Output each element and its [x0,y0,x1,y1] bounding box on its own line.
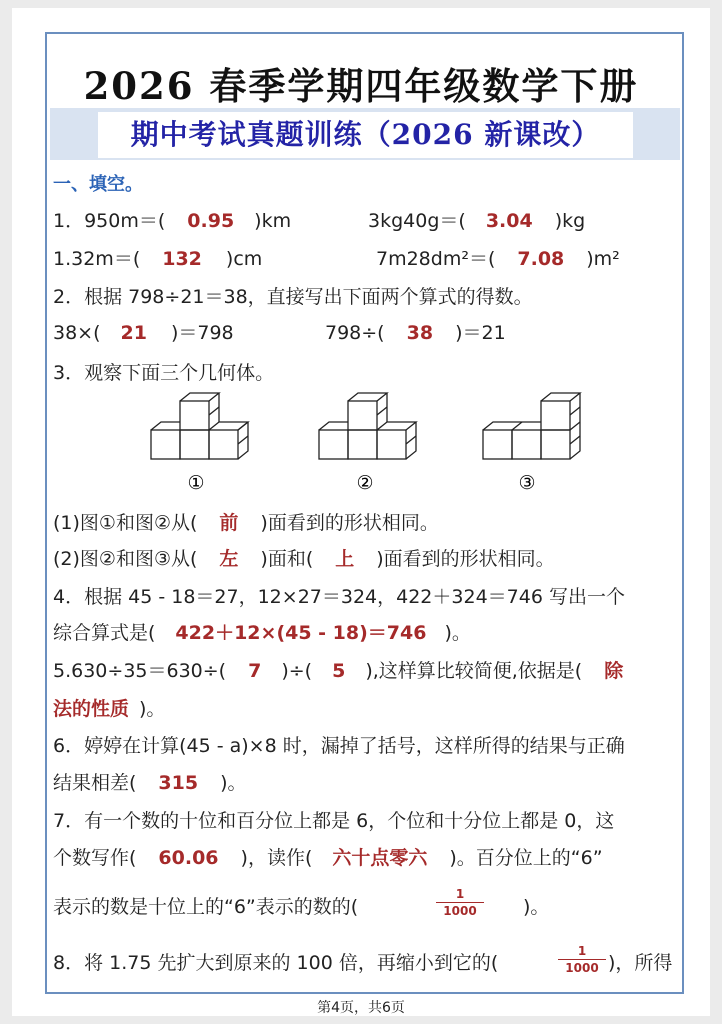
q5-line2 [53,696,165,722]
q6-answer-line [53,770,247,796]
q6-answer: 315 [158,772,199,794]
q3-p1-prefix: (1)图①和图②从( [53,512,198,534]
section-heading: 一、填空。 [53,174,143,195]
page-subtitle: 期中考试真题训练（2026 新课改） [98,112,633,158]
q2-text: 2．根据 798÷21＝38，直接写出下面两个算式的得数。 [53,286,533,308]
q6-prefix: 结果相差( [53,772,137,794]
q1-line2-left [53,246,262,272]
q8-fraction [558,944,606,975]
q7-fraction-numerator: 1 [455,887,465,901]
q2-a-answer: 21 [120,322,147,344]
q4-prefix: 综合算式是( [53,622,156,644]
q5-end: )。 [139,698,166,720]
q1-a-suffix: )km [254,210,292,232]
fraction-bar [436,902,484,903]
q3-p1-suffix: )面看到的形状相同。 [260,512,439,534]
q1-line2-right [376,246,620,272]
page-footer: 第4页，共6页 [317,1000,405,1016]
q3-p2-answer1: 左 [219,548,239,570]
q5-suffix: ),这样算比较简便,依据是( [365,660,583,682]
q7-answer2: 六十点零六 [332,847,428,869]
figure-3-label: ③ [518,472,536,494]
q7-fraction-denominator: 1000 [443,904,477,918]
q7-line3-suffix: )。 [523,896,550,918]
q3-p1-answer: 前 [219,512,239,534]
q8-fraction-numerator: 1 [577,944,587,958]
q2-a-prefix: 38×( [53,322,101,344]
q7-answer1: 60.06 [158,847,219,869]
q7-suffix: )。百分位上的“6” [449,847,603,869]
q1-b-answer: 3.04 [485,210,533,232]
q4-answer: 422＋12×(45 - 18)＝746 [175,622,427,644]
q1-line1-right [368,208,585,234]
q7-prefix: 个数写作( [53,847,137,869]
figure-2-cubes [319,393,416,459]
q3-part1 [53,510,439,536]
q4-answer-line [53,620,471,646]
q7-middle: )，读作( [240,847,313,869]
q1-c-suffix: )cm [225,248,263,270]
q2-line-left [53,320,234,346]
figure-1-cubes [151,393,248,459]
q4-suffix: )。 [444,622,471,644]
q3-p2-suffix: )面看到的形状相同。 [376,548,555,570]
q2-b-suffix: )＝21 [455,322,506,344]
q5-answer2: 5 [332,660,346,682]
q1-d-suffix: )m² [586,248,620,270]
q1-d-answer: 7.08 [517,248,565,270]
q1-a-prefix: 1．950m＝( [53,210,166,232]
q8-fraction-denominator: 1000 [565,961,599,975]
q7-fraction [436,887,484,918]
q5-middle: )÷( [281,660,313,682]
q3-text: 3．观察下面三个几何体。 [53,362,275,384]
q5-line1 [53,658,623,684]
q7-text: 7．有一个数的十位和百分位上都是 6，个位和十分位上都是 0，这 [53,810,615,832]
figure-3-cubes [483,393,580,459]
q6-text: 6．婷婷在计算(45 - a)×8 时，漏掉了括号，这样所得的结果与正确 [53,735,625,757]
q1-b-prefix: 3kg40g＝( [368,210,466,232]
q7-line2 [53,845,603,871]
q5-answer3-part2: 法的性质 [53,698,130,720]
q5-prefix: 5.630÷35＝630÷( [53,660,227,682]
q3-p2-middle: )面和( [260,548,314,570]
q6-suffix: )。 [220,772,247,794]
q2-a-suffix: )＝798 [170,322,234,344]
q8-prefix: 8．将 1.75 先扩大到原来的 100 倍，再缩小到它的( [53,952,499,974]
q3-p2-prefix: (2)图②和图③从( [53,548,198,570]
q2-b-prefix: 798÷( [325,322,385,344]
fraction-bar [558,959,606,960]
figure-2-label: ② [356,472,374,494]
q3-p2-answer2: 上 [335,548,355,570]
q8-suffix: )，所得 [608,952,673,974]
q3-part2 [53,546,555,572]
q7-line3-prefix: 表示的数是十位上的“6”表示的数的( [53,896,359,918]
q4-text: 4．根据 45 - 18＝27，12×27＝324，422＋324＝746 写出一个 [53,586,625,608]
q1-c-prefix: 1.32m＝( [53,248,141,270]
q1-a-answer: 0.95 [187,210,235,232]
q1-line1-left [53,208,291,234]
geometry-figures [0,390,722,500]
q2-line-right [325,320,506,346]
q1-d-prefix: 7m28dm²＝( [376,248,496,270]
page-title: 2026 春季学期四年级数学下册 [83,64,639,108]
q2-b-answer: 38 [406,322,434,344]
figure-1-label: ① [187,472,205,494]
q1-c-answer: 132 [162,248,202,270]
q5-answer3-part1: 除 [604,660,624,682]
q5-answer1: 7 [248,660,262,682]
q1-b-suffix: )kg [554,210,586,232]
